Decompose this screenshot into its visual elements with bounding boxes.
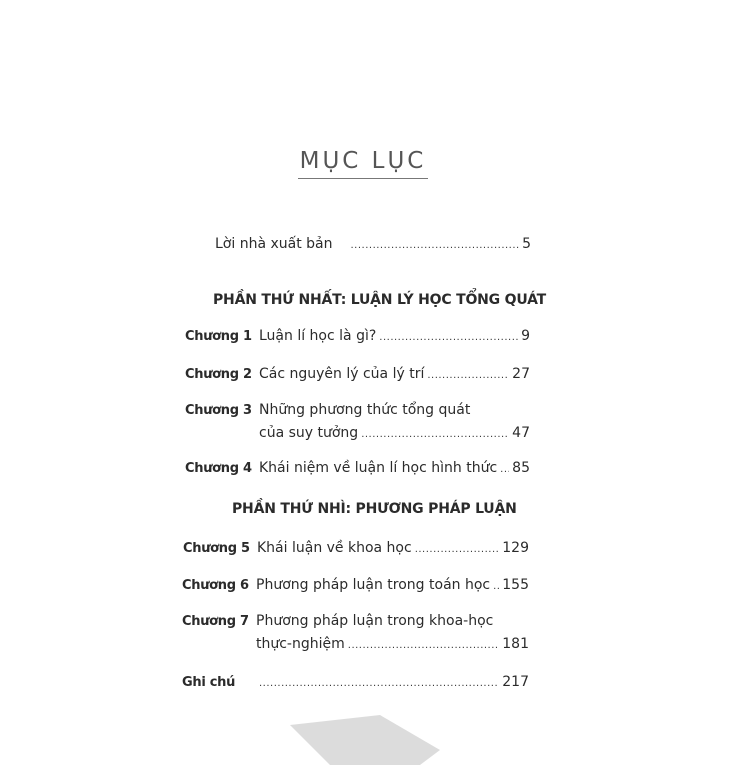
part-heading: PHẦN THỨ NHÌ: PHƯƠNG PHÁP LUẬN [232, 501, 517, 517]
toc-entry-chapter-3 [185, 401, 530, 420]
part-heading: PHẦN THỨ NHẤT: LUẬN LÝ HỌC TỔNG QUÁT [213, 292, 546, 308]
toc-entry-chapter-1 [185, 327, 530, 347]
toc-entry-notes [182, 673, 529, 693]
chapter-title: Luận lí học là gì? [259, 328, 377, 344]
page-number: 129 [502, 540, 529, 556]
page-number: 181 [502, 636, 529, 652]
toc-entry-intro [215, 235, 531, 255]
background-shape [290, 705, 440, 765]
notes-label: Ghi chú [182, 675, 236, 690]
leader-dots [361, 426, 509, 444]
toc-entry-chapter-7 [182, 612, 529, 631]
toc-entry-chapter-7-cont [256, 635, 529, 655]
page-number: 217 [502, 674, 529, 690]
leader-dots [259, 675, 499, 693]
page-number: 47 [512, 425, 530, 441]
leader-dots [379, 329, 518, 347]
chapter-label: Chương 5 [183, 541, 250, 556]
toc-entry-chapter-5 [183, 539, 529, 559]
chapter-label: Chương 7 [182, 614, 249, 629]
chapter-label: Chương 1 [185, 329, 252, 344]
page-number: 85 [512, 460, 530, 476]
chapter-label: Chương 4 [185, 461, 252, 476]
leader-dots [500, 461, 509, 479]
toc-entry-text: Lời nhà xuất bản [215, 236, 333, 252]
toc-entry-chapter-3-cont [259, 424, 530, 444]
page-title: MỤC LỤC [299, 148, 427, 174]
toc-entry-chapter-2 [185, 365, 530, 385]
leader-dots [351, 237, 520, 255]
chapter-label: Chương 3 [185, 403, 252, 418]
toc-entry-chapter-4 [185, 459, 530, 479]
chapter-title: Các nguyên lý của lý trí [259, 366, 425, 382]
leader-dots [415, 541, 500, 559]
page-number: 9 [521, 328, 530, 344]
chapter-title: Những phương thức tổng quát [259, 402, 471, 418]
leader-dots [427, 367, 509, 385]
toc-entry-chapter-6 [182, 576, 529, 596]
chapter-title: Khái niệm về luận lí học hình thức [259, 460, 498, 476]
page-number: 155 [502, 577, 529, 593]
chapter-title-cont: thực-nghiệm [256, 636, 345, 652]
chapter-title: Phương pháp luận trong toán học [256, 577, 491, 593]
page-number: 5 [522, 236, 531, 252]
chapter-title: Khái luận về khoa học [257, 540, 412, 556]
chapter-label: Chương 6 [182, 578, 249, 593]
chapter-title: Phương pháp luận trong khoa-học [256, 613, 494, 629]
leader-dots [493, 578, 499, 596]
leader-dots [348, 637, 500, 655]
chapter-label: Chương 2 [185, 367, 252, 382]
chapter-title-cont: của suy tưởng [259, 425, 359, 441]
title-underline [298, 178, 428, 179]
page-number: 27 [512, 366, 530, 382]
